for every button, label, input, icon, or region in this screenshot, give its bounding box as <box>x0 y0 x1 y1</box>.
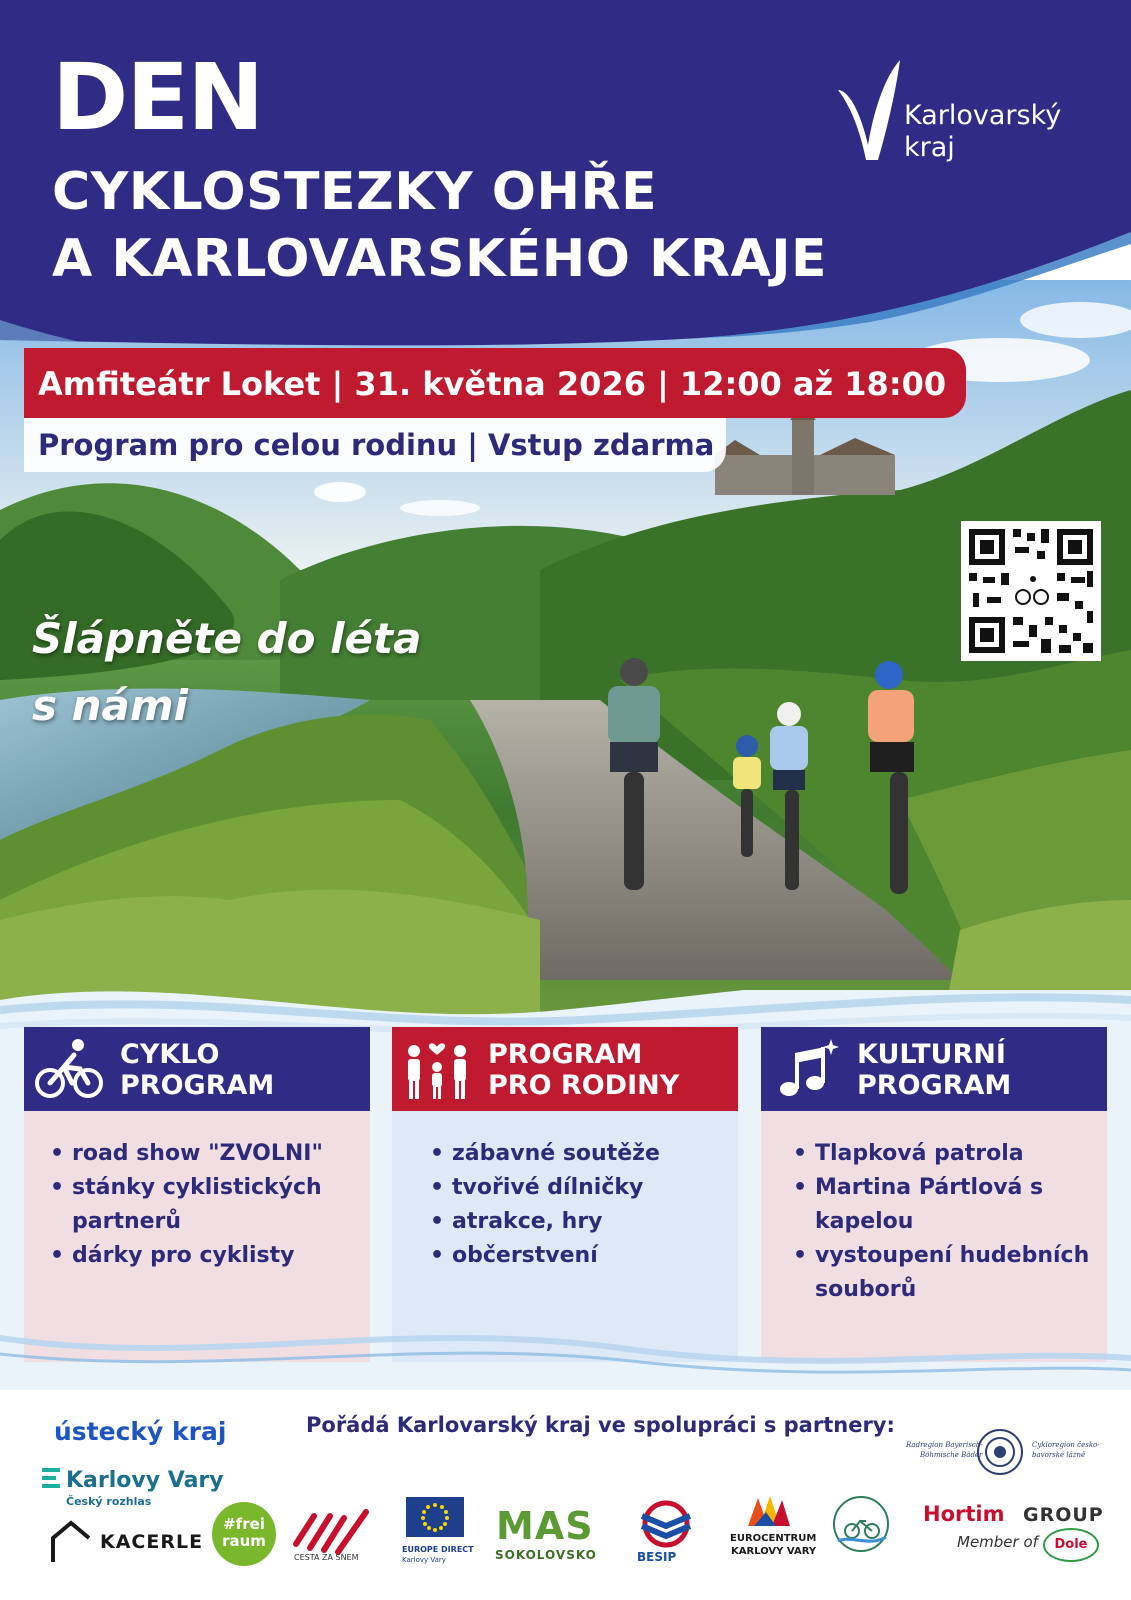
europe-direct-sub: Karlovy Vary <box>402 1556 446 1564</box>
list-item: • Martina Pártlová s kapelou <box>793 1171 1093 1239</box>
partners-caption: Pořádá Karlovarský kraj ve spolupráci s partnery: <box>306 1413 895 1437</box>
slogan-line-1: Šlápněte do léta <box>32 614 422 663</box>
list-item: • atrakce, hry <box>430 1205 720 1239</box>
card-cyklo-title-1: CYKLO <box>120 1039 220 1070</box>
family-icon <box>402 1037 472 1101</box>
card-cyklo-program <box>24 1027 370 1362</box>
cykloregion-text-1: Cykloregion česko- <box>1032 1441 1100 1449</box>
logo-line-2: kraj <box>904 132 955 163</box>
eurocentrum-logo: EUROCENTRUM <box>730 1533 817 1544</box>
ustecky-kraj-logo: ústecký kraj <box>54 1417 227 1446</box>
card-kulturni-program <box>761 1027 1107 1362</box>
list-item: • vystoupení hudebních souborů <box>793 1239 1093 1307</box>
card-kulturni-list <box>793 1137 1093 1307</box>
title-line-2: A KARLOVARSKÉHO KRAJE <box>52 229 828 289</box>
cyclist-icon <box>34 1037 104 1101</box>
cesta-za-snem-logo: CESTA ZA SNEM <box>294 1553 359 1562</box>
list-item: • Tlapková patrola <box>793 1137 1093 1171</box>
radregion-text-2: Böhmische Bäder <box>920 1451 983 1459</box>
card-kulturni-title-1: KULTURNÍ <box>857 1039 1006 1070</box>
logo-line-1: Karlovarský <box>904 100 1062 131</box>
list-item: • občerstvení <box>430 1239 720 1273</box>
card-kulturni-title-2: PROGRAM <box>857 1070 1012 1101</box>
card-rodiny-list <box>430 1137 720 1273</box>
page-title: DEN <box>52 44 263 151</box>
list-item: • zábavné soutěže <box>430 1137 720 1171</box>
freiraum-logo: #frei raum <box>212 1502 276 1566</box>
card-cyklo-title <box>120 1039 274 1101</box>
bottom-waves <box>0 1318 1131 1398</box>
title-line-1: CYKLOSTEZKY OHŘE <box>52 162 658 222</box>
besip-logo: BESIP <box>637 1550 677 1564</box>
cesky-rozhlas-icon <box>42 1468 60 1490</box>
dole-logo: Dole <box>1043 1528 1099 1562</box>
card-rodiny-title-2: PRO RODINY <box>488 1070 680 1101</box>
card-cyklo-title-2: PROGRAM <box>120 1070 275 1101</box>
karlovy-vary-radio-logo: Karlovy Vary <box>66 1468 224 1493</box>
hortim-logo: Hortim <box>923 1502 1005 1526</box>
europe-direct-logo: EUROPE DIRECT <box>402 1545 474 1554</box>
kacerle-icon <box>50 1520 92 1564</box>
qr-code-icon[interactable] <box>961 521 1101 661</box>
card-rodiny-title-1: PROGRAM <box>488 1039 643 1070</box>
hortim-group-text: GROUP <box>1023 1504 1104 1526</box>
music-note-icon <box>771 1037 841 1101</box>
card-cyklo-list <box>50 1137 350 1273</box>
cykloregion-text-2: bavorské lázně <box>1032 1451 1086 1459</box>
event-info-text: Amfiteátr Loket | 31. května 2026 | 12:00 až 18:00 <box>38 365 947 403</box>
list-item: • stánky cyklistických partnerů <box>50 1171 350 1239</box>
eurocentrum-icon <box>746 1494 792 1530</box>
card-program-pro-rodiny <box>392 1027 738 1362</box>
mas-sokolovsko-text: SOKOLOVSKO <box>495 1548 597 1562</box>
eu-flag-icon <box>406 1497 464 1537</box>
list-item: • road show "ZVOLNI" <box>50 1137 350 1171</box>
card-kulturni-title <box>857 1039 1011 1101</box>
cesky-rozhlas-text: Český rozhlas <box>66 1495 152 1508</box>
list-item: • tvořivé dílničky <box>430 1171 720 1205</box>
radregion-text-1: Radregion Bayerisch- <box>906 1441 983 1449</box>
slogan-line-2: s námi <box>32 681 189 730</box>
list-item: • dárky pro cyklisty <box>50 1239 350 1273</box>
mas-logo: MAS <box>496 1504 594 1548</box>
kacerle-logo: KACERLE <box>100 1531 204 1553</box>
karlovarsky-kraj-logo-text <box>904 100 1061 164</box>
event-sub-text: Program pro celou rodinu | Vstup zdarma <box>38 428 715 462</box>
eurocentrum-sub: KARLOVY VARY <box>731 1546 817 1557</box>
cyklostezka-ohre-logo <box>830 1493 892 1555</box>
member-of-text: Member of <box>957 1533 1038 1551</box>
card-rodiny-title <box>488 1039 679 1101</box>
